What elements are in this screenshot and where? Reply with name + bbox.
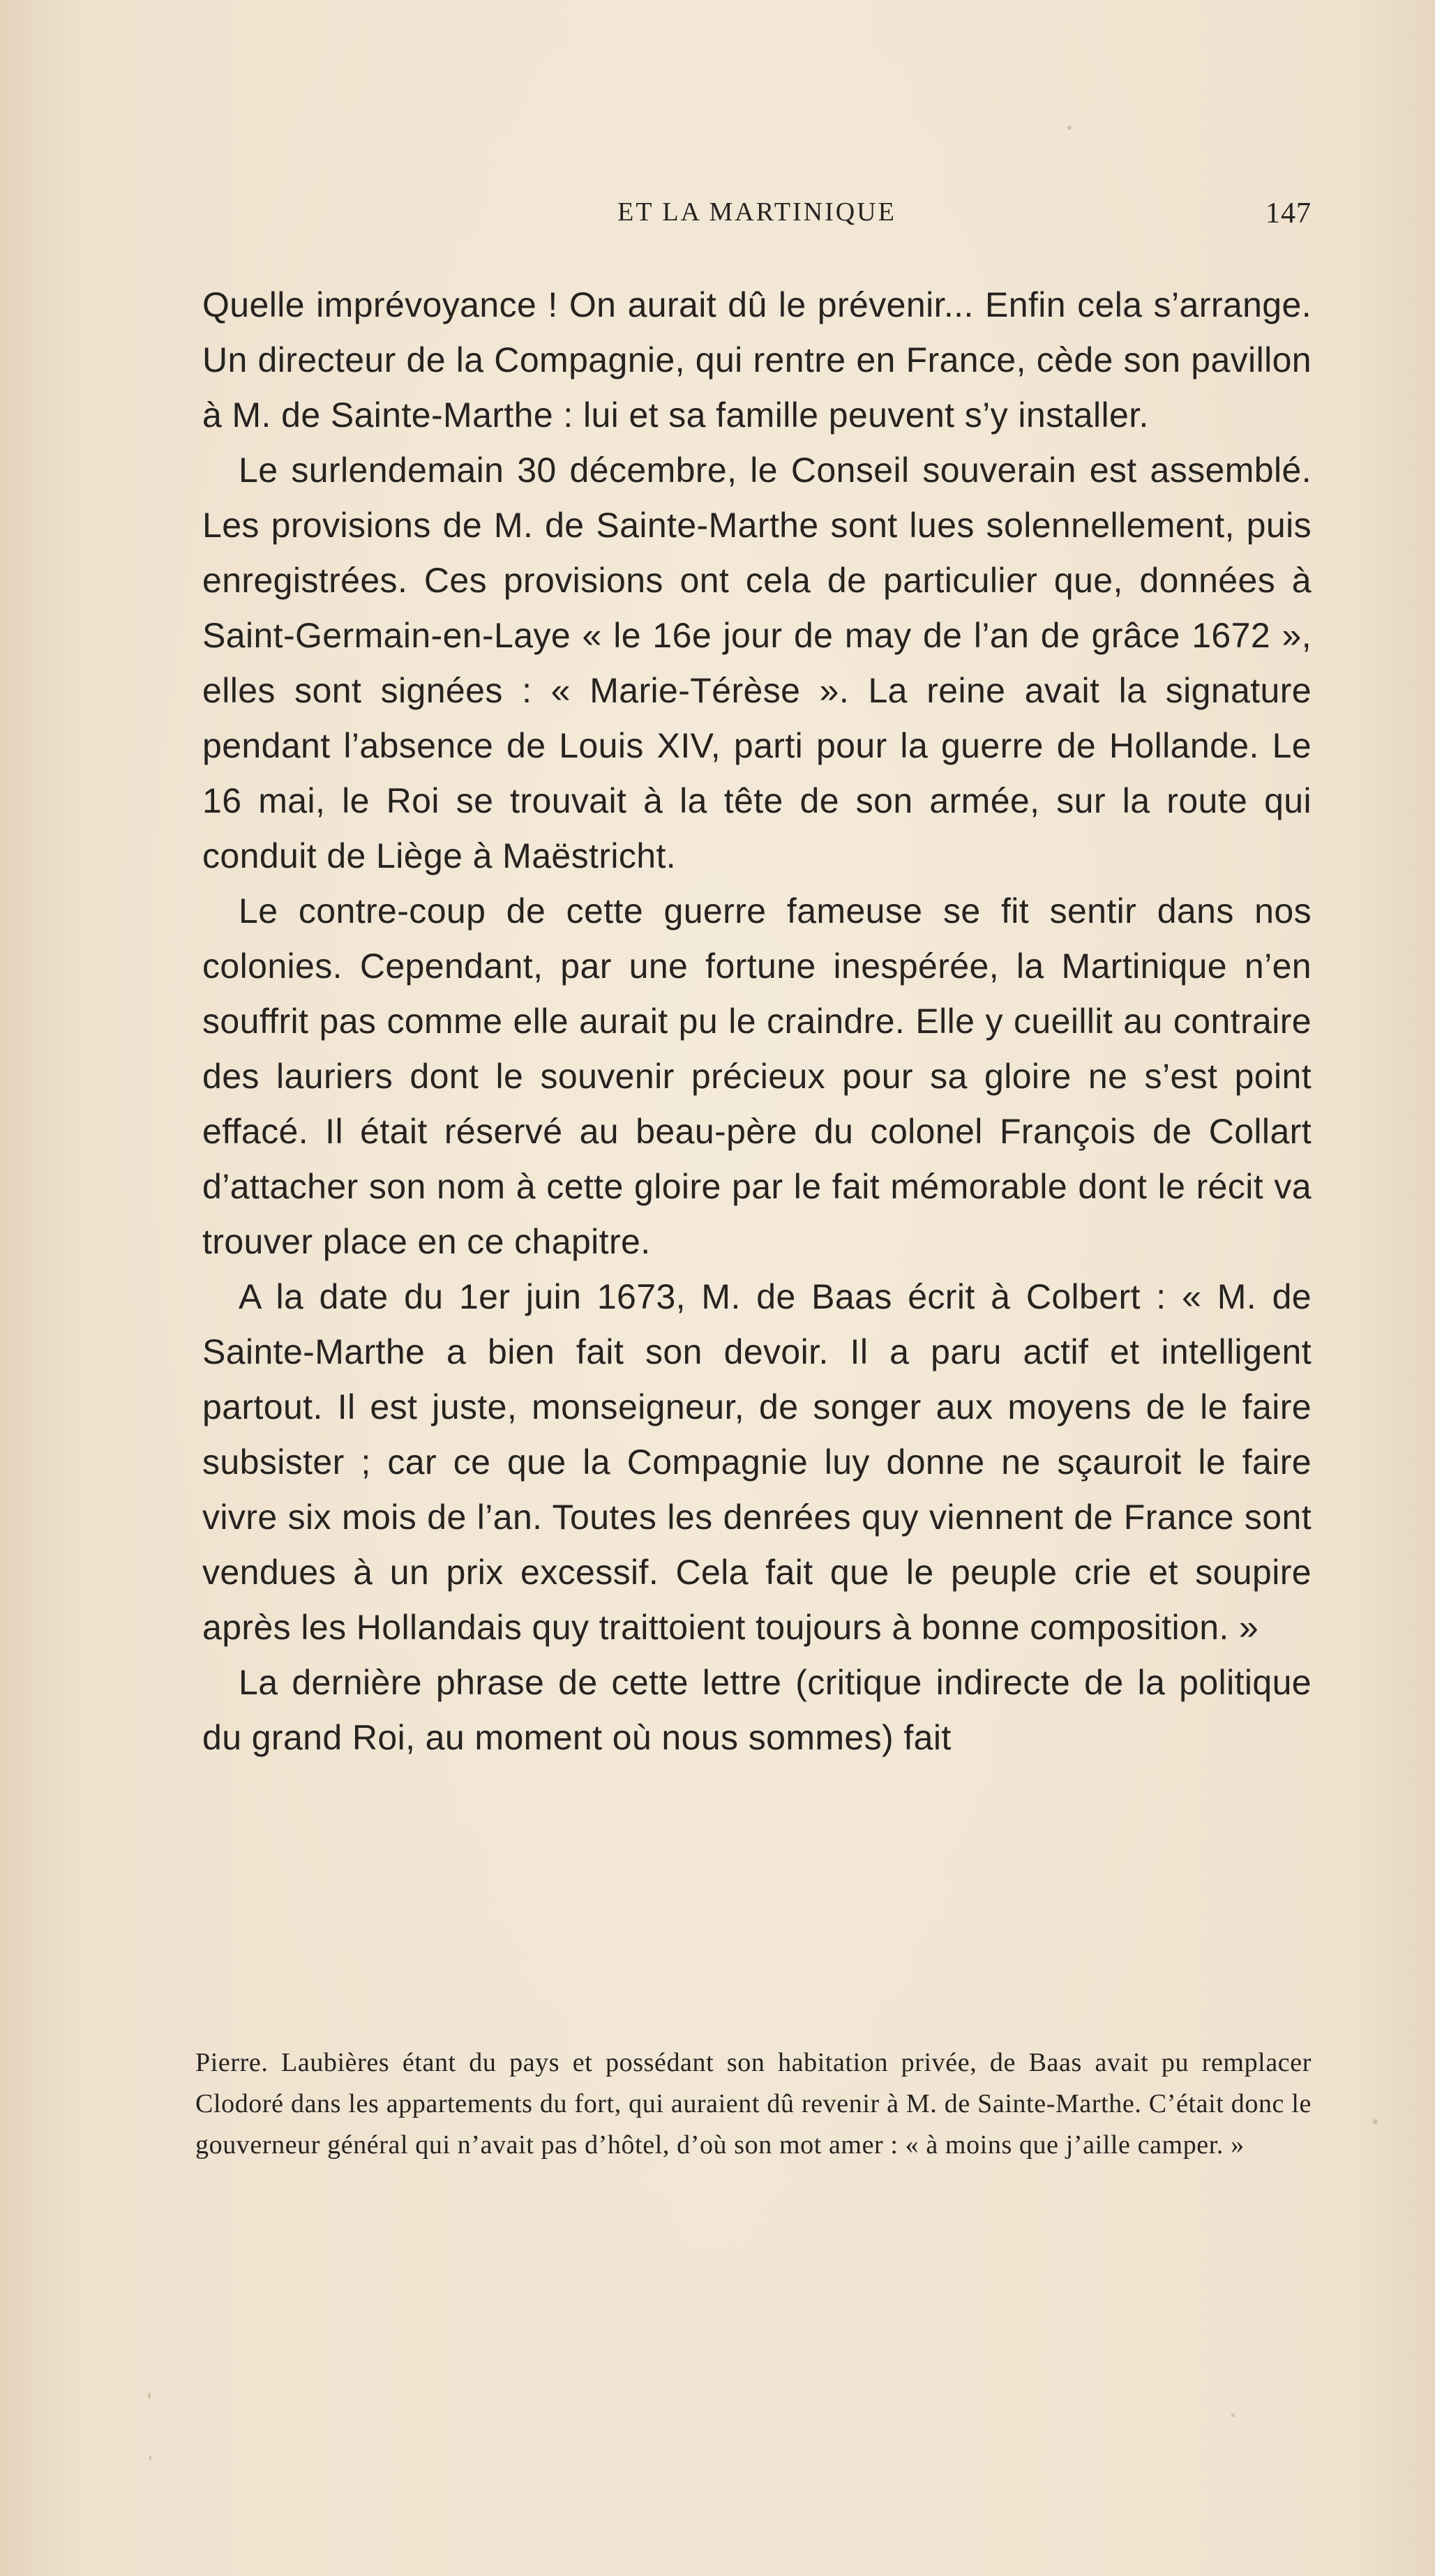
paper-speck [1373, 2119, 1378, 2124]
body-text [202, 278, 1312, 1765]
running-title: ET LA MARTINIQUE [617, 197, 896, 227]
paragraph-1: Quelle imprévoyance ! On aurait dû le prévenir... Enfin cela s’arrange. Un directeur de la Compagnie, qui rentre en France, cède son pavillon à M. de Sainte-Marthe : lui et sa famille peuvent s’y installer. [202, 285, 1312, 435]
paragraph-2: Le surlendemain 30 décembre, le Conseil souverain est assemblé. Les provisions de M. de Sainte-Marthe sont lues solennellement, puis enregistrées. Ces provisions ont cela de particulier que, données à Saint-Germain-en-Laye « le 16e jour de may de l’an de grâce 1672 », elles sont signées : « Marie-Térèse ». La reine avait la signature pendant l’absence de Louis XIV, parti pour la guerre de Hollande. Le 16 mai, le Roi se trouvait à la tête de son armée, sur la route qui conduit de Liège à Maëstricht. [202, 451, 1312, 875]
paragraph-4: A la date du 1er juin 1673, M. de Baas écrit à Colbert : « M. de Sainte-Marthe a bien fait son devoir. Il a paru actif et intelligent partout. Il est juste, monseigneur, de songer aux moyens de le faire subsister ; car ce que la Compagnie luy donne ne sçauroit le faire vivre six mois de l’an. Toutes les denrées quy viennent de France sont vendues à un prix excessif. Cela fait que le peuple crie et soupire après les Hollandais quy traittoient toujours à bonne composition. » [202, 1277, 1312, 1647]
paragraph-3: Le contre-coup de cette guerre fameuse se fit sentir dans nos colonies. Cependant, par une fortune inespérée, la Martinique n’en souffrit pas comme elle aurait pu le craindre. Elle y cueillit au contraire des lauriers dont le souvenir précieux pour sa gloire ne s’est point effacé. Il était réservé au beau-père du colonel François de Collart d’attacher son nom à cette gloire par le fait mémorable dont le récit va trouver place en ce chapitre. [202, 891, 1312, 1261]
paper-speck [149, 2455, 151, 2461]
footnote: Pierre. Laubières étant du pays et possédant son habitation privée, de Baas avait pu remplacer Clodoré dans les appartements du fort, qui auraient dû revenir à M. de Sainte-Marthe. C’était donc le gouverneur général qui n’avait pas d’hôtel, d’où son mot amer : « à moins que j’aille camper. » [195, 2048, 1312, 2160]
paper-speck [1231, 2413, 1235, 2417]
paper-speck [1067, 126, 1072, 130]
paragraph-5: La dernière phrase de cette lettre (critique indirecte de la politique du grand Roi, au moment où nous sommes) fait [202, 1663, 1312, 1757]
paper-speck [148, 2393, 151, 2399]
running-head [202, 197, 1312, 232]
page-number: 147 [1265, 197, 1312, 229]
